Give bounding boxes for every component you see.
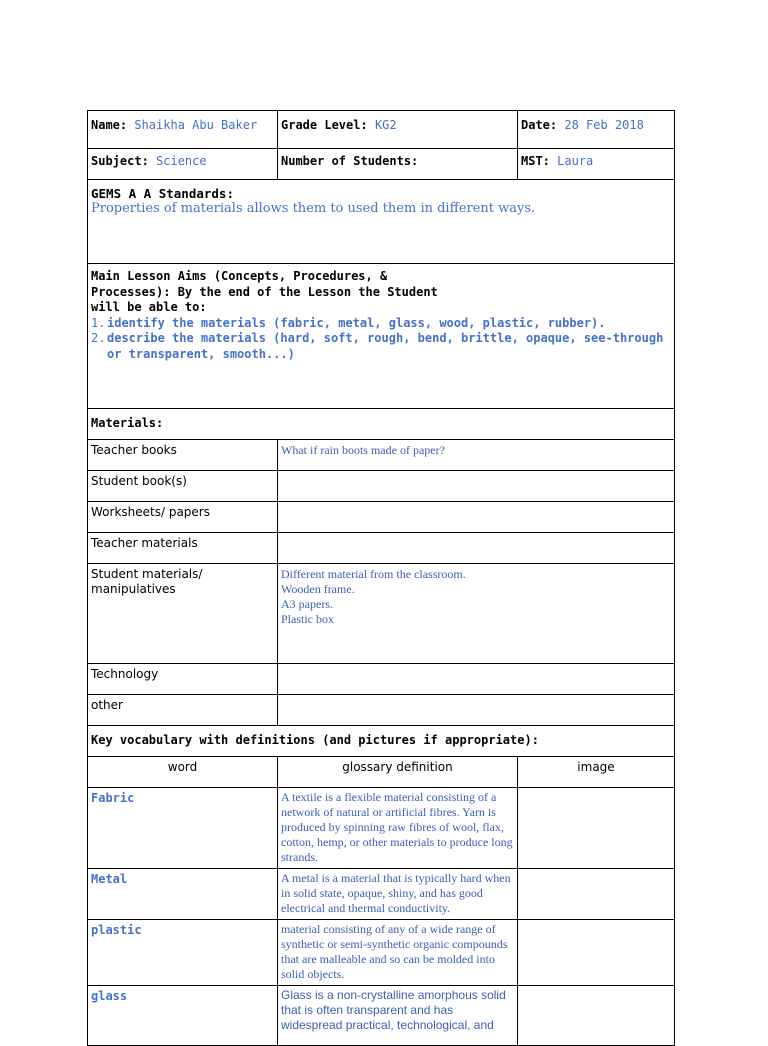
- vocabulary-row: [88, 788, 675, 869]
- students-cell: [278, 149, 518, 180]
- vocabulary-row: [88, 920, 675, 986]
- name-value: Shaikha Abu Baker: [134, 118, 258, 132]
- mst-label: MST:: [521, 154, 550, 168]
- date-label: Date:: [521, 118, 558, 132]
- vocabulary-image: [518, 869, 675, 920]
- material-value: [278, 664, 675, 695]
- vocabulary-definition: A metal is a material that is typically hard when in solid state, opaque, shiny, and has good electrical and thermal conductivity.: [278, 869, 518, 920]
- materials-row: [88, 664, 675, 695]
- vocabulary-image: [518, 920, 675, 986]
- vocabulary-row: [88, 986, 675, 1046]
- standards-text: Properties of materials allows them to used them in different ways.: [91, 201, 536, 216]
- vocabulary-image: [518, 986, 675, 1046]
- aim-text: describe the materials (hard, soft, rough, bend, brittle, opaque, see-through or transparent, smooth...): [107, 331, 664, 361]
- lesson-plan-table: [87, 110, 675, 1046]
- material-label: Teacher books: [88, 440, 278, 471]
- materials-row: [88, 533, 675, 564]
- subject-cell: [88, 149, 278, 180]
- material-value: [278, 564, 675, 664]
- standards-row: [88, 180, 675, 264]
- vocabulary-row: [88, 869, 675, 920]
- mst-value: Laura: [557, 154, 594, 168]
- vocabulary-word: Fabric: [88, 788, 278, 869]
- vocabulary-word: Metal: [88, 869, 278, 920]
- mst-cell: [518, 149, 675, 180]
- column-header-definition: glossary definition: [278, 757, 518, 788]
- material-line: Different material from the classroom.: [281, 567, 466, 581]
- grade-value: KG2: [374, 118, 397, 132]
- material-line: Plastic box: [281, 612, 334, 626]
- material-label: Student materials/ manipulatives: [88, 564, 278, 664]
- aims-label-line-3: will be able to:: [91, 300, 207, 314]
- material-label: Student book(s): [88, 471, 278, 502]
- material-label: other: [88, 695, 278, 726]
- vocabulary-image: [518, 788, 675, 869]
- standards-label: GEMS A A Standards:: [91, 186, 234, 201]
- aim-text: identify the materials (fabric, metal, glass, wood, plastic, rubber).: [107, 315, 606, 330]
- material-value: [278, 471, 675, 502]
- material-value: [278, 695, 675, 726]
- name-cell: [88, 111, 278, 149]
- name-label: Name:: [91, 118, 128, 132]
- date-value: 28 Feb 2018: [564, 118, 644, 132]
- vocabulary-word: glass: [88, 986, 278, 1046]
- aim-item: [91, 316, 671, 332]
- vocabulary-label: Key vocabulary with definitions (and pictures if appropriate):: [88, 726, 675, 757]
- material-value: [278, 502, 675, 533]
- aim-item: [91, 331, 671, 362]
- material-line: A3 papers.: [281, 597, 333, 611]
- material-value: [278, 533, 675, 564]
- materials-row: [88, 471, 675, 502]
- aims-label-line-1: Main Lesson Aims (Concepts, Procedures, &: [91, 269, 388, 283]
- materials-row: [88, 502, 675, 533]
- date-cell: [518, 111, 675, 149]
- materials-row: [88, 695, 675, 726]
- subject-label: Subject:: [91, 154, 149, 168]
- vocabulary-columns-row: [88, 757, 675, 788]
- grade-cell: [278, 111, 518, 149]
- vocabulary-word: plastic: [88, 920, 278, 986]
- materials-row: [88, 564, 675, 664]
- aims-list: [91, 316, 671, 363]
- vocabulary-definition: Glass is a non-crystalline amorphous solid that is often transparent and has widespread practical, technological, and: [278, 986, 518, 1046]
- material-value: What if rain boots made of paper?: [278, 440, 675, 471]
- aims-label-line-2: Processes): By the end of the Lesson the Student: [91, 284, 438, 299]
- subject-value: Science: [156, 154, 207, 168]
- material-label: Worksheets/ papers: [88, 502, 278, 533]
- column-header-image: image: [518, 757, 675, 788]
- materials-label: Materials:: [88, 409, 675, 440]
- vocabulary-definition: material consisting of any of a wide range of synthetic or semi-synthetic organic compounds that are malleable and so can be molded into solid objects.: [278, 920, 518, 986]
- column-header-word: word: [88, 757, 278, 788]
- vocabulary-header-row: [88, 726, 675, 757]
- header-row-2: [88, 149, 675, 180]
- aim-number: 1.: [91, 315, 106, 330]
- material-label: Technology: [88, 664, 278, 695]
- standards-cell: [88, 180, 675, 264]
- students-label: Number of Students:: [281, 154, 419, 168]
- grade-label: Grade Level:: [281, 118, 368, 132]
- material-label: Teacher materials: [88, 533, 278, 564]
- header-row-1: [88, 111, 675, 149]
- materials-row: [88, 440, 675, 471]
- aims-row: [88, 264, 675, 409]
- vocabulary-definition: A textile is a flexible material consisting of a network of natural or artificial fibres. Yarn is produced by spinning raw fibres of wool, flax, cotton, hemp, or other materials to produce long strands.: [278, 788, 518, 869]
- material-line: Wooden frame.: [281, 582, 355, 596]
- aims-cell: [88, 264, 675, 409]
- materials-header-row: [88, 409, 675, 440]
- aim-number: 2.: [91, 331, 106, 345]
